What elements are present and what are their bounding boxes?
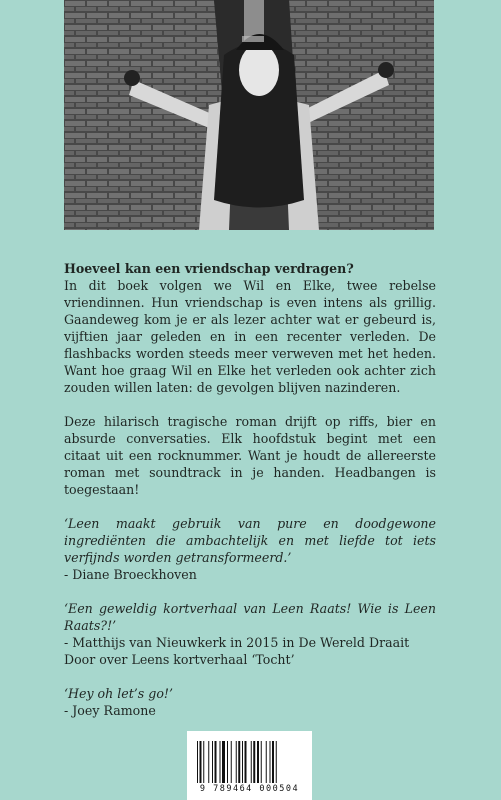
barcode-bar <box>212 741 213 783</box>
quote-3-text: ‘Hey oh let’s go!’ <box>64 686 173 701</box>
quote-1-text: ‘Leen maakt gebruik van pure en doodgewone ingrediënten die ambachtelijk en met liefde tot iets verfijnds worden getransformeerd.’ <box>64 516 436 565</box>
quote-1-source: - Diane Broeckhoven <box>64 567 197 582</box>
barcode-bar <box>253 741 255 783</box>
author-photo-illustration <box>64 0 434 230</box>
barcode-bar <box>220 741 221 783</box>
barcode-digits: 9 789464 000504 <box>199 784 300 794</box>
barcode-bar <box>238 741 240 783</box>
barcode-bar <box>222 741 225 783</box>
author-photo <box>64 0 434 230</box>
blurb-paragraph-1: In dit boek volgen we Wil en Elke, twee rebelse vriendinnen. Hun vriendschap is even intens als grillig. Gaandeweg kom je er als lezer achter wat er gebeurd is, vijftien jaar geleden en in een recenter verleden. De flashbacks worden steeds meer verweven met het heden. Want hoe graag Wil en Elke het verleden ook achter zich zouden willen laten: de gevolgen blijven nazinderen. <box>64 278 436 395</box>
blurb-paragraph-2: Deze hilarisch tragische roman drijft op riffs, bier en absurde conversaties. Elk hoofdstuk begint met een citaat uit een rocknummer. Want je houdt de allereerste roman met soundtrack in je handen. Headbangen is toegestaan! <box>64 414 436 497</box>
barcode-bar <box>231 741 232 783</box>
isbn-barcode <box>187 731 312 800</box>
barcode-bar <box>227 741 228 783</box>
barcode-bar <box>270 741 271 783</box>
barcode-bar <box>215 741 217 783</box>
barcode-bar <box>203 741 204 783</box>
barcode-bar <box>276 741 277 783</box>
barcode-bar <box>251 741 252 783</box>
barcode-bar <box>272 741 274 783</box>
barcode-bar <box>245 741 247 783</box>
barcode-bar <box>242 741 243 783</box>
barcode-bar <box>236 741 237 783</box>
barcode-bar <box>200 741 202 783</box>
barcode-bar <box>197 741 198 783</box>
quote-3-source: - Joey Ramone <box>64 703 156 718</box>
quote-2-source: - Matthijs van Nieuwkerk in 2015 in De Wereld Draait Door over Leens kortverhaal ‘Tocht’ <box>64 635 410 667</box>
barcode-bar <box>261 741 262 783</box>
quote-2-text: ‘Een geweldig kortverhaal van Leen Raats! Wie is Leen Raats?!’ <box>64 601 436 633</box>
barcode-bar <box>208 741 209 783</box>
barcode-bars <box>197 741 302 783</box>
barcode-bar <box>257 741 259 783</box>
back-cover-text <box>64 260 436 719</box>
blurb-heading: Hoeveel kan een vriendschap verdragen? <box>64 261 354 276</box>
barcode-bar <box>266 741 267 783</box>
